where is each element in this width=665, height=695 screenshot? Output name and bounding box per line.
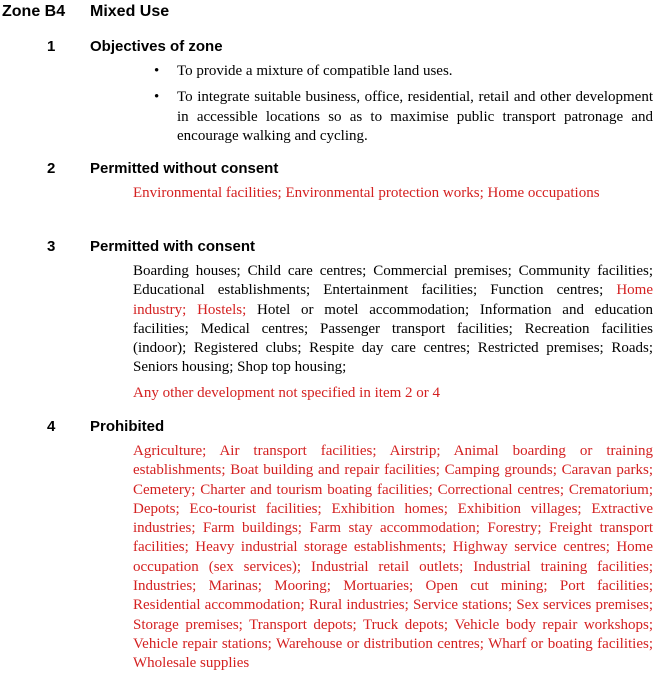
permitted-uses-highlight: Home industry; Hostels;	[133, 282, 653, 318]
list-item	[154, 62, 653, 81]
zone-code: Zone B4	[2, 3, 66, 20]
section-number: 2	[47, 160, 56, 177]
list-item	[154, 88, 653, 146]
objective-text: To provide a mixture of compatible land uses.	[177, 63, 453, 79]
section-heading: Objectives of zone	[90, 38, 223, 55]
permitted-with-consent-text	[133, 262, 653, 378]
permitted-uses-part2: Hotel or motel accommodation; Information and education facilities; Medical centres; Passenger transport facilities; Recreation facilities (indoor); Registered clubs; Respite day care centres; Restricted premises; Roads; Seniors housing; Shop top housing;	[133, 301, 653, 376]
bullet-icon: •	[154, 89, 160, 106]
zone-title: Mixed Use	[90, 3, 170, 20]
other-development-text: Any other development not specified in item 2 or 4	[133, 385, 441, 401]
permitted-without-consent-text: Environmental facilities; Environmental protection works; Home occupations	[133, 185, 600, 201]
section-number: 4	[47, 418, 56, 435]
objective-text: To integrate suitable business, office, residential, retail and other development in accessible locations so as to maximise public transport patronage and encourage walking and cycling.	[177, 89, 653, 144]
prohibited-text: Agriculture; Air transport facilities; Airstrip; Animal boarding or training establishments; Boat building and repair facilities; Camping grounds; Caravan parks; Cemetery; Charter and tourism boating facilities; Correctional centres; Crematorium; Depots; Eco-tourist facilities; Exhibition homes; Exhibition villages; Extractive industries; Farm buildings; Farm stay accommodation; Forestry; Freight transport facilities; Heavy industrial storage establishments; Highway service centres; Home occupation (sex services); Industrial retail outlets; Industrial training facilities; Industries; Marinas; Mooring; Mortuaries; Open cut mining; Port facilities; Residential accommodation; Rural industries; Service stations; Sex services premises; Storage premises; Transport depots; Truck depots; Vehicle body repair workshops; Vehicle repair stations; Warehouse or distribution centres; Wharf or boating facilities; Wholesale supplies	[133, 443, 653, 672]
objectives-list	[154, 62, 653, 153]
bullet-icon: •	[154, 63, 160, 79]
section-number: 1	[47, 38, 56, 55]
section-heading: Permitted with consent	[90, 238, 256, 255]
section-heading: Prohibited	[90, 418, 165, 435]
section-heading: Permitted without consent	[90, 160, 279, 177]
section-number: 3	[47, 238, 56, 255]
permitted-uses-part1: Boarding houses; Child care centres; Commercial premises; Community facilities; Educational establishments; Entertainment facilities; Function centres;	[133, 263, 653, 299]
